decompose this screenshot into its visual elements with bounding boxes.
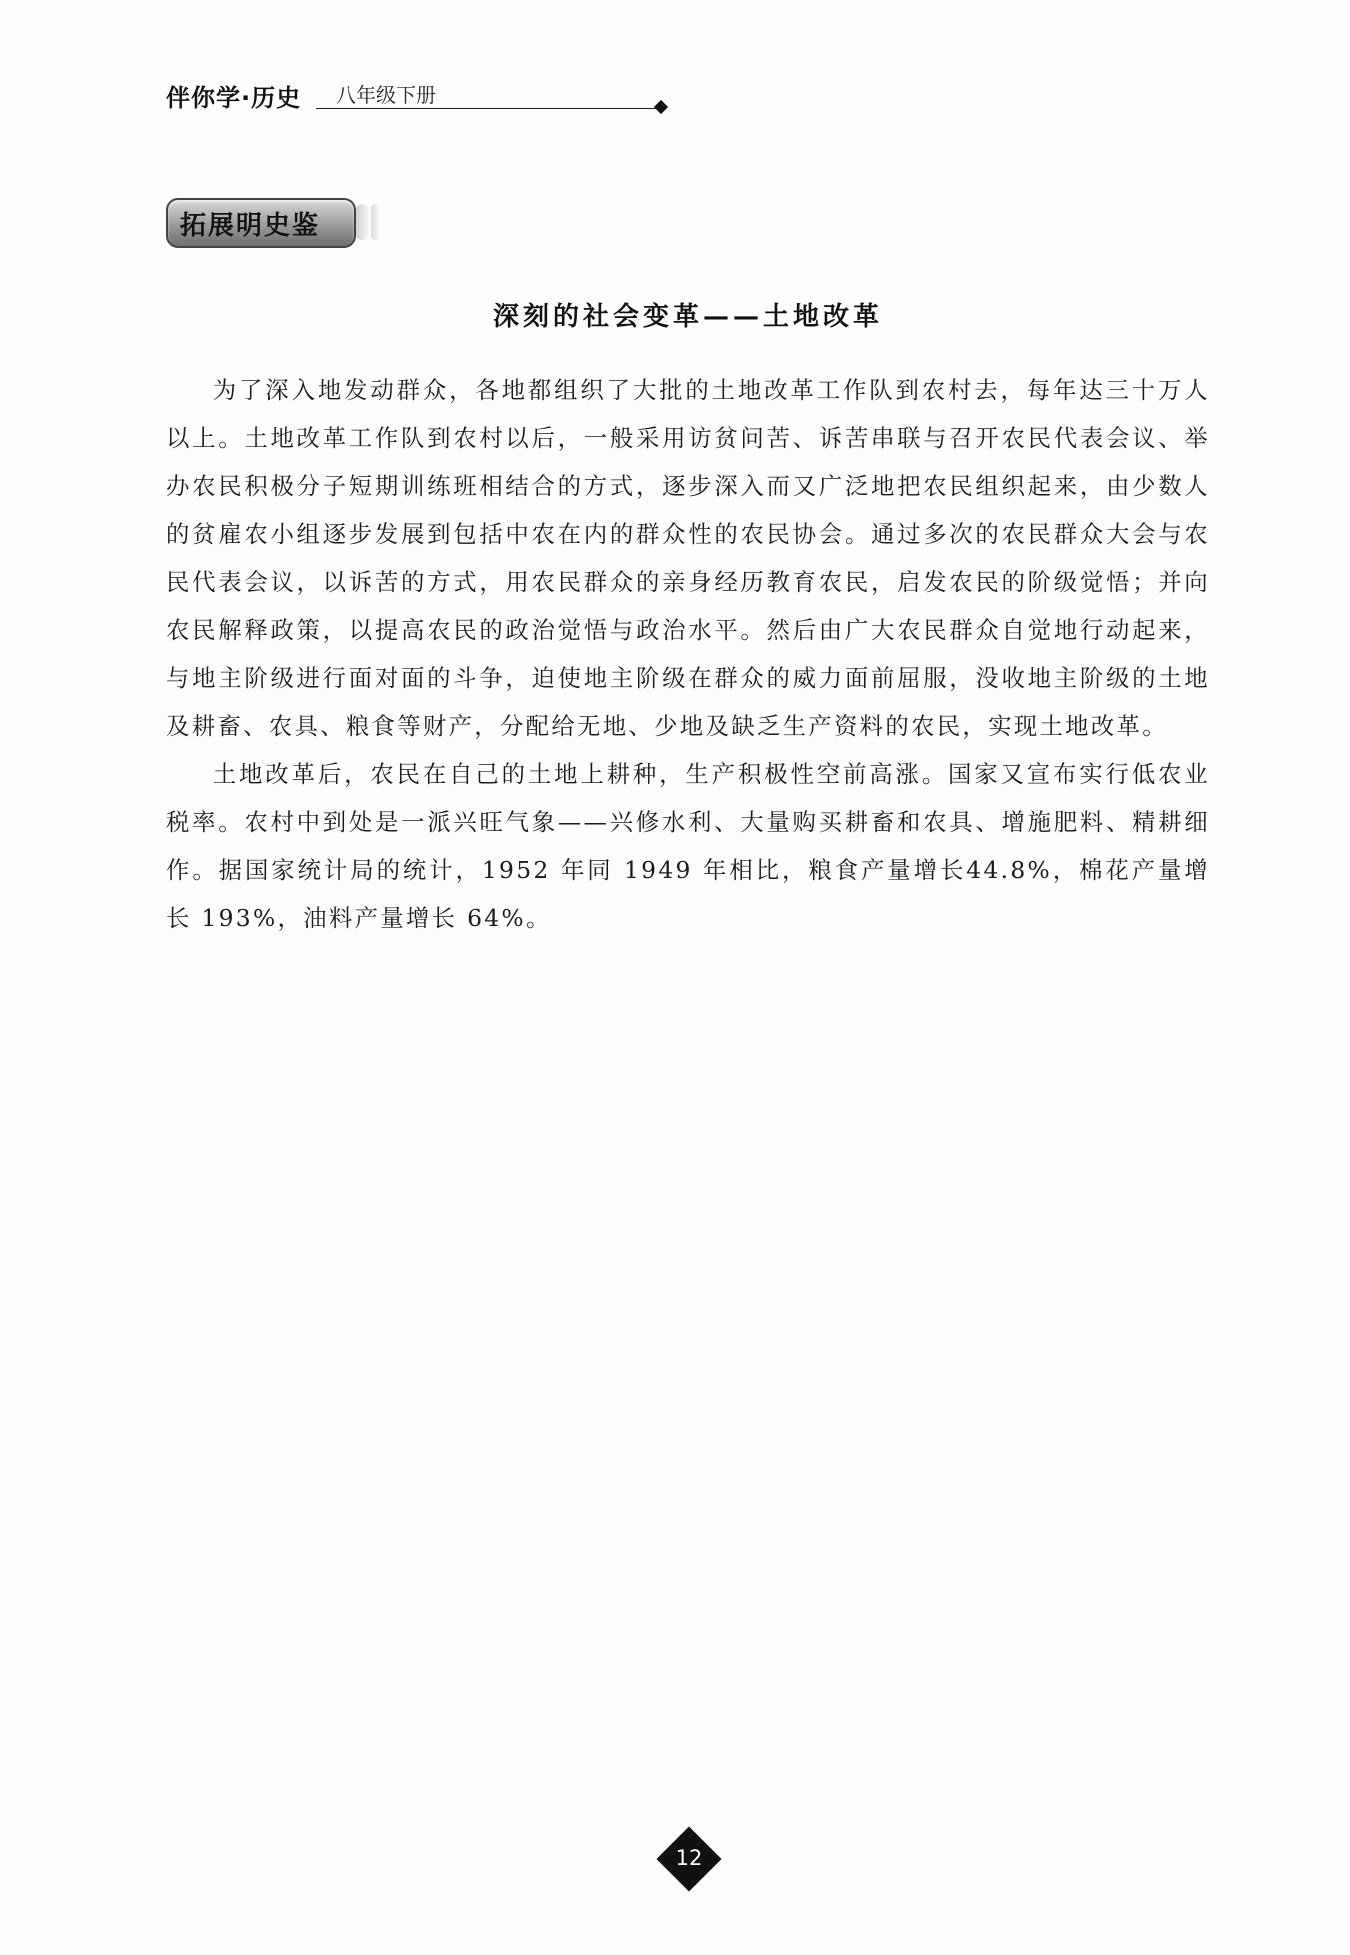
section-badge <box>166 198 378 246</box>
grade-label: 八年级下册 <box>336 83 436 107</box>
article-body <box>166 366 1210 942</box>
section-badge-label: 拓展明史鉴 <box>180 211 321 241</box>
badge-tail-decoration <box>356 204 368 240</box>
running-header <box>166 78 506 110</box>
paragraph: 土地改革后，农民在自己的土地上耕种，生产积极性空前高涨。国家又宣布实行低农业税率。农村中到处是一派兴旺气象——兴修水利、大量购买耕畜和农具、增施肥料、精耕细作。据国家统计局的统计，1952 年同 1949 年相比，粮食产量增长44.8%，棉花产量增长 193%，油料产量增长 64%。 <box>166 760 1210 932</box>
page-number: 12 <box>675 1846 703 1870</box>
header-rule <box>316 108 656 109</box>
paragraph: 为了深入地发动群众，各地都组织了大批的土地改革工作队到农村去，每年达三十万人以上。土地改革工作队到农村以后，一般采用访贫问苦、诉苦串联与召开农民代表会议、举办农民积极分子短期训练班相结合的方式，逐步深入而又广泛地把农民组织起来，由少数人的贫雇农小组逐步发展到包括中农在内的群众性的农民协会。通过多次的农民群众大会与农民代表会议，以诉苦的方式，用农民群众的亲身经历教育农民，启发农民的阶级觉悟；并向农民解释政策，以提高农民的政治觉悟与政治水平。然后由广大农民群众自觉地行动起来，与地主阶级进行面对面的斗争，迫使地主阶级在群众的威力面前屈服，没收地主阶级的土地及耕畜、农具、粮食等财产，分配给无地、少地及缺乏生产资料的农民，实现土地改革。 <box>166 376 1210 740</box>
book-title: 伴你学·历史 <box>166 84 302 112</box>
diamond-icon <box>654 100 668 114</box>
badge-tail-decoration <box>371 204 379 240</box>
article-title: 深刻的社会变革——土地改革 <box>492 302 883 332</box>
